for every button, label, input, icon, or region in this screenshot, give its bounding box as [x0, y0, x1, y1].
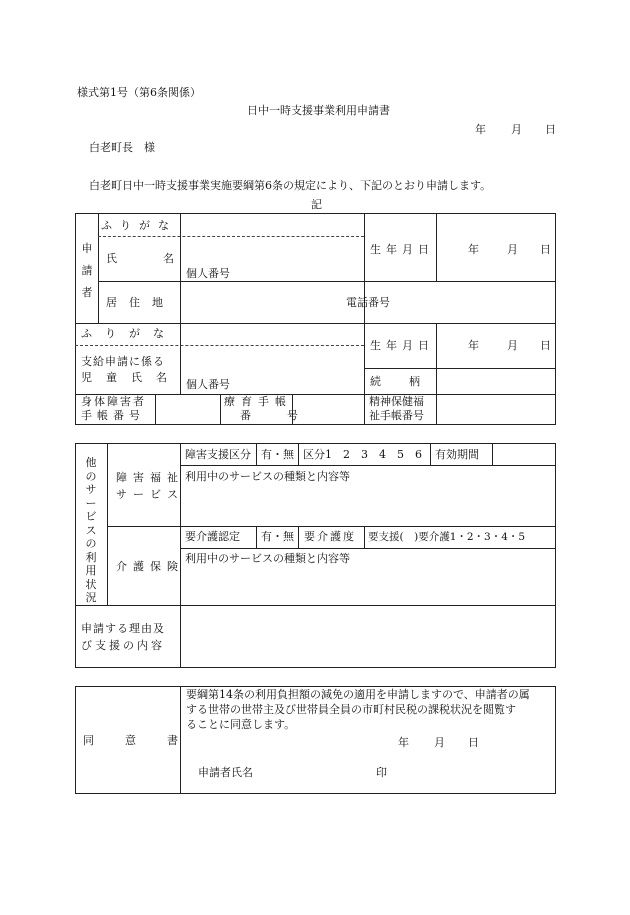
form-title: 日中一時支援事業利用申請書 [247, 104, 390, 117]
applicant-birth-label: 生年月日 [370, 243, 434, 256]
applicant-group-label: 申 請 者 [81, 242, 93, 299]
care-usage-label: 利用中のサービスの種類と内容等 [185, 552, 350, 565]
consent-text-2: する世帯の世帯主及び世帯員全員の市町村民税の課税状況を閲覧す [186, 703, 516, 716]
consent-text-1: 要綱第14条の利用負担額の減免の適用を申請しますので、申請者の属 [186, 688, 530, 701]
care-degree-label: 要介護度 [304, 530, 356, 543]
applicant-birth-day: 日 [540, 243, 551, 256]
mental-handbook-label-1: 精神保健福 [369, 395, 424, 408]
mental-handbook-label-2: 祉手帳番号 [369, 409, 424, 422]
form-number: 様式第1号（第6条関係） [77, 86, 201, 99]
ki-label: 記 [311, 198, 322, 211]
intro-text: 白老町日中一時支援事業実施要綱第6条の規定により、下記のとおり申請します。 [89, 179, 492, 192]
welfare-service-label-1: 障害福祉 [116, 471, 184, 484]
services-group-label: 他 の サ ー ビ ス の 利 用 状 況 [85, 456, 97, 604]
seal-mark: 印 [376, 766, 387, 779]
support-class-label: 障害支援区分 [185, 448, 251, 461]
welfare-usage-label: 利用中のサービスの種類と内容等 [185, 470, 350, 483]
address-label: 居住地 [106, 296, 175, 309]
reason-label-2: び支援の内容 [81, 639, 165, 652]
physical-handbook-label-2: 手帳番号 [81, 409, 145, 422]
reason-label-1: 申請する理由及 [81, 622, 165, 635]
ryouiku-handbook-label-1: 療育手帳 [224, 395, 292, 408]
consent-date-month: 月 [434, 736, 445, 749]
applicant-birth-month: 月 [507, 243, 518, 256]
header-date-year: 年 [475, 123, 486, 136]
relation-label: 続柄 [370, 375, 448, 388]
child-birth-year: 年 [468, 339, 479, 352]
consent-date-year: 年 [398, 736, 409, 749]
child-my-number: 個人番号 [186, 378, 230, 391]
header-date-day: 日 [545, 123, 556, 136]
care-insurance-label: 介護保険 [116, 560, 184, 573]
ryouiku-handbook-label-2: 番号 [240, 409, 334, 422]
consent-applicant-label: 申請者氏名 [198, 766, 253, 779]
valid-period-label: 有効期間 [435, 448, 479, 461]
child-furigana-label: ふりがな [81, 327, 177, 340]
addressee: 白老町長 様 [89, 141, 155, 154]
child-birth-day: 日 [540, 339, 551, 352]
applicant-birth-year: 年 [468, 243, 479, 256]
consent-label: 同意書 [83, 734, 209, 747]
child-name-label-1: 支給申請に係る [81, 355, 165, 368]
child-name-label-2: 児童氏名 [81, 371, 181, 384]
physical-handbook-label-1: 身体障害者 [81, 395, 146, 408]
furigana-label: ふりがな [101, 219, 177, 232]
child-birth-label: 生年月日 [370, 339, 434, 352]
name-label-1: 氏 [106, 252, 117, 265]
consent-text-3: ることに同意します。 [186, 718, 296, 731]
consent-date-day: 日 [468, 736, 479, 749]
support-class-values: 区分1 2 3 4 5 6 [303, 448, 422, 461]
care-degree-values: 要支援( )要介護1・2・3・4・5 [368, 531, 526, 543]
child-birth-month: 月 [507, 339, 518, 352]
care-cert-label: 要介護認定 [185, 530, 240, 543]
care-yes-no: 有・無 [261, 530, 294, 543]
applicant-my-number: 個人番号 [186, 267, 230, 280]
welfare-yes-no: 有・無 [261, 448, 294, 461]
welfare-service-label-2: サービス [116, 488, 184, 501]
header-date-month: 月 [511, 123, 522, 136]
phone-label: 電話番号 [346, 296, 390, 309]
name-label-2: 名 [163, 252, 174, 265]
